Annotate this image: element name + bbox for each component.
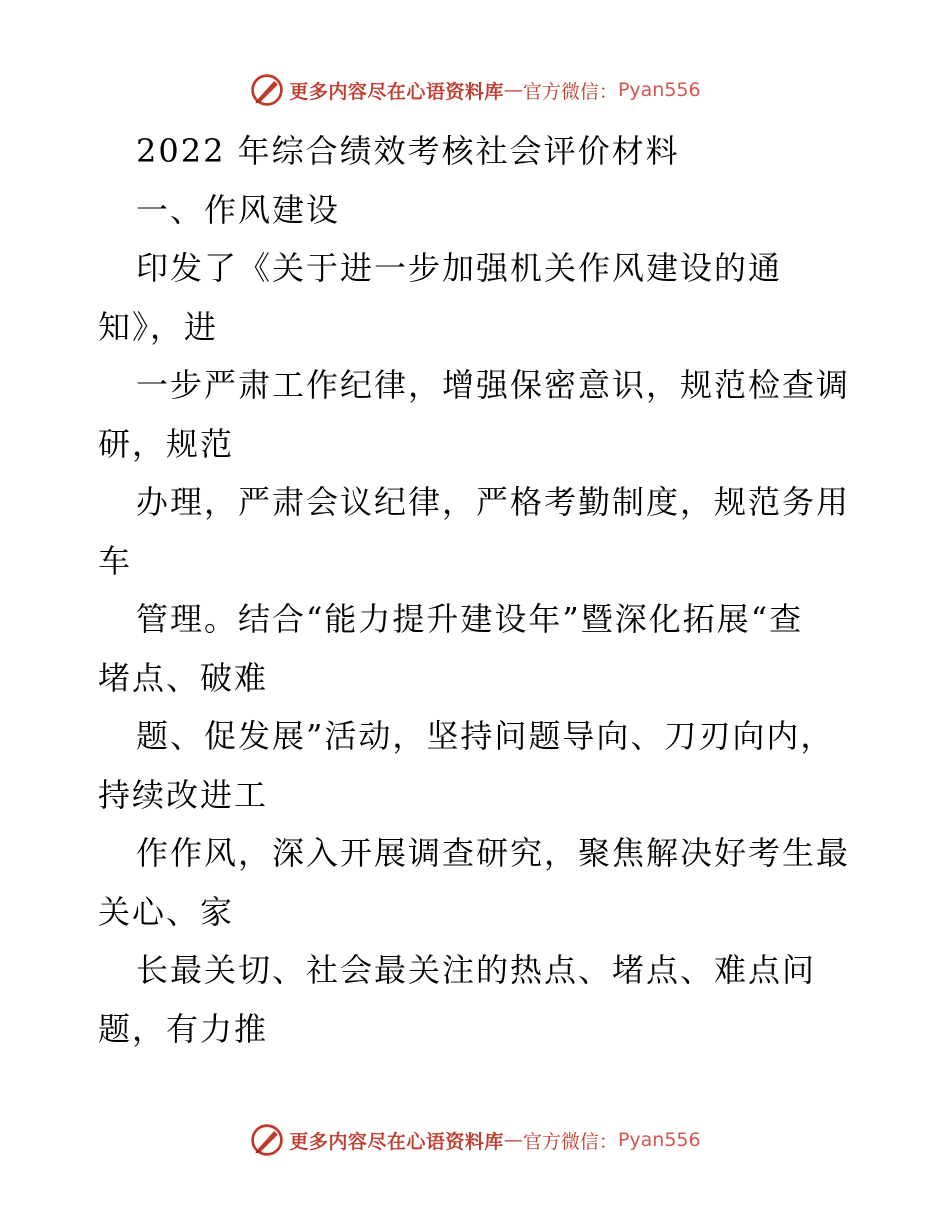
document-line: 作作风，深入开展调查研究，聚焦解决好考生最 <box>136 834 851 872</box>
watermark-main-text: 更多内容尽在心语资料库 <box>289 80 504 103</box>
document-body <box>98 122 858 1058</box>
watermark-separator: — <box>503 1129 523 1151</box>
watermark-contact-id: Pyan556 <box>617 1129 701 1151</box>
document-line: 长最关切、社会最关注的热点、堵点、难点问 <box>136 951 817 989</box>
document-line: 车 <box>98 541 133 580</box>
watermark-official-label: 官方微信： <box>522 80 618 103</box>
watermark-contact-id: Pyan556 <box>617 79 701 101</box>
watermark-official-label: 官方微信： <box>522 1130 618 1153</box>
watermark-separator: — <box>503 79 523 101</box>
document-line: 管理。结合“能力提升建设年”暨深化拓展“查 <box>136 600 804 638</box>
document-line: 一、作风建设 <box>136 190 341 229</box>
document-line: 关心、家 <box>98 892 235 931</box>
document-line: 题、促发展”活动，坚持问题导向、刀刃向内， <box>136 717 835 755</box>
header-watermark <box>0 70 950 110</box>
document-line: 2022 年综合绩效考核社会评价材料 <box>136 132 680 170</box>
document-line: 持续改进工 <box>98 775 269 814</box>
pen-logo-icon <box>249 72 285 108</box>
watermark-main-text: 更多内容尽在心语资料库 <box>289 1130 504 1153</box>
footer-watermark <box>0 1120 950 1160</box>
document-line: 印发了《关于进一步加强机关作风建设的通 <box>136 249 783 287</box>
document-line: 题，有力推 <box>98 1009 269 1048</box>
document-line: 一步严肃工作纪律，增强保密意识，规范检查调 <box>136 366 851 404</box>
document-line: 堵点、破难 <box>98 658 269 697</box>
document-line: 研，规范 <box>98 424 235 463</box>
document-line: 办理，严肃会议纪律，严格考勤制度，规范务用 <box>136 483 851 521</box>
pen-logo-icon <box>249 1122 285 1158</box>
document-line: 知》，进 <box>98 307 219 346</box>
